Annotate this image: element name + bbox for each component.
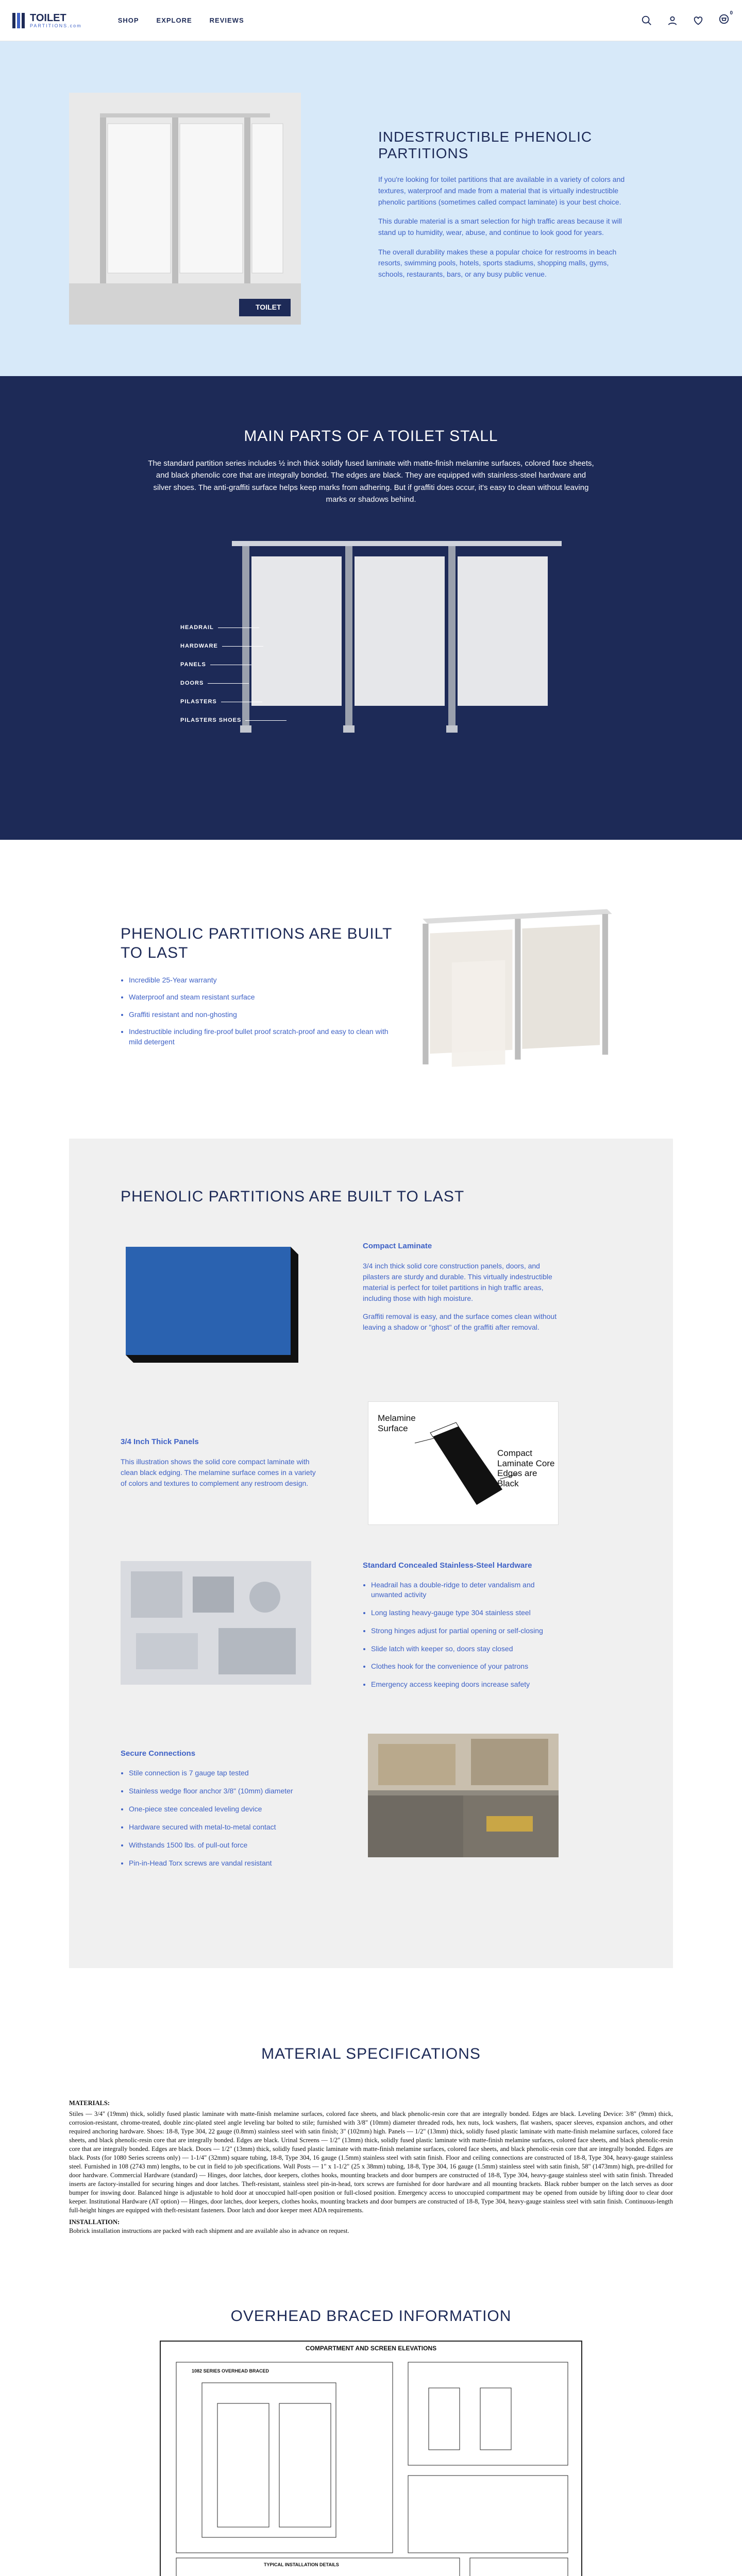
parts-title: MAIN PARTS OF A TOILET STALL [244, 428, 498, 445]
parts-section [0, 376, 742, 840]
wishlist-icon[interactable] [693, 15, 704, 26]
hero-paragraph-2: This durable material is a smart selection for high traffic areas because it will stand up to humidity, wear, abuse, and continue to look good for years. [378, 217, 622, 236]
thick-panels-heading: 3/4 Inch Thick Panels [121, 1437, 199, 1446]
list-item: • Withstands 1500 lbs. of pull-out force [129, 1840, 316, 1850]
drawing-left-label: 1082 SERIES OVERHEAD BRACED [192, 2368, 269, 2374]
nav-reviews[interactable]: REVIEWS [209, 16, 244, 24]
hero-section [0, 41, 742, 376]
built-to-last-text [121, 924, 393, 1055]
hardware-heading: Standard Concealed Stainless-Steel Hardware [363, 1561, 532, 1570]
callout-melamine-surface: Melamine Surface [378, 1413, 416, 1433]
logo-subtitle: PARTITIONS.com [30, 23, 82, 28]
overhead-title: OVERHEAD BRACED INFORMATION [230, 2308, 512, 2325]
list-item: • Hardware secured with metal-to-metal contact [129, 1822, 316, 1832]
part-label-pilasters: PILASTERS [180, 692, 286, 711]
stall-render-image [408, 899, 621, 1079]
materials-heading: MATERIALS: [69, 2099, 110, 2107]
list-item: • Emergency access keeping doors increase safety [371, 1680, 559, 1689]
list-item: • Indestructible including fire-proof bullet proof scratch-proof and easy to clean with mild detergent [129, 1027, 393, 1047]
parts-description: The standard partition series includes ½ inch thick solidly fused laminate with matte-finish melamine surfaces, colored face sheets, and black phenolic core that are integrally bonded. The edges are black. They are equipped with stainless-steel hardware and silver shoes. The anti-graffiti surface helps keep marks from adhering. But if graffiti does occur, it's easy to clean without leaving marks or shadows behind. [148, 459, 594, 504]
feature-thick-panels [121, 1401, 621, 1525]
cart-count-badge: 0 [730, 10, 733, 16]
feature-secure-connections [121, 1734, 621, 1876]
compact-laminate-heading: Compact Laminate [363, 1242, 432, 1250]
drawing-bottom-label: TYPICAL INSTALLATION DETAILS [264, 2562, 339, 2567]
feature-hardware [121, 1561, 621, 1698]
hero-text [378, 129, 626, 289]
site-header [0, 0, 742, 41]
header-actions [641, 10, 733, 27]
part-label-headrail: HEADRAIL [180, 618, 286, 637]
list-item: • Stainless wedge floor anchor 3/8" (10mm) diameter [129, 1786, 316, 1796]
cart-icon [718, 13, 730, 25]
installation-heading: INSTALLATION: [69, 2218, 120, 2226]
connections-image [368, 1734, 559, 1857]
hero-image-toilet-stalls [69, 93, 301, 325]
cart-button[interactable] [718, 10, 733, 27]
overhead-braced-drawing [160, 2341, 582, 2576]
secure-connections-heading: Secure Connections [121, 1749, 196, 1758]
search-icon[interactable] [641, 15, 652, 26]
compact-laminate-paragraph-1: 3/4 inch thick solid core construction panels, doors, and pilasters are sturdy and durable. This virtually indestructible material is perfect for toilet partitions in high traffic areas, including those with high moisture. [363, 1262, 552, 1302]
secure-connections-text [121, 1734, 316, 1876]
secure-connections-list [121, 1768, 316, 1868]
hero-title: INDESTRUCTIBLE PHENOLIC PARTITIONS [378, 129, 593, 162]
list-item: • Long lasting heavy-gauge type 304 stainless steel [371, 1608, 559, 1618]
thick-panels-text [121, 1401, 316, 1525]
feature-compact-laminate [121, 1242, 621, 1365]
part-label-pilaster-shoes: PILASTERS SHOES [180, 711, 286, 730]
features-section [69, 1139, 673, 1968]
list-item: • Strong hinges adjust for partial opening or self-closing [371, 1626, 559, 1636]
materials-body: Stiles — 3/4" (19mm) thick, solidly fused plastic laminate with matte-finish melamine surfaces, colored face sheets, and black phenolic-resin core that are integrally bonded. Edges are black. Leveling Device: 3/8" (9mm) thick, corrosion-resistant, chrome-treated, double zinc-plated steel angle leveling bar bolted to stile; furnished with 3/8" (10mm) diameter threaded rods, hex nuts, lock washers, flat washers, spacer sleeves, expansion anchors, and other required anchoring hardware. Shoes: 18-8, Type 304, 22 gauge (0.8mm) stainless steel with satin finish; 3" (102mm) high. Panels — 1/2" (13mm) thick, solidly fused plastic laminate with matte-finish melamine surfaces, colored face sheets, and black phenolic-resin core that are integrally bonded. Edges are black. Urinal Screens — 1/2" (13mm) thick, solidly fused plastic laminate with matte-finish melamine surfaces, colored face sheets, and black phenolic-resin core that are integrally bonded. Edges are black. Doors — 1/2" (13mm) thick, solidly fused plastic laminate with matte-finish melamine surfaces, colored face sheets, and black phenolic-resin core that are integrally bonded. Edges are black. Posts (for 1080 Series screens only) — 1-1/4" (32mm) square tubing, 18-8, Type 304, 16 gauge (1.5mm) stainless steel with satin finish. Floor and ceiling connections are constructed of 18-8, Type 304, heavy-gauge stainless steel. Furnished in 108 (2743 mm) lengths, to be cut in field to job specifications. Wall Posts — 1" x 1-1/2" (25 x 38mm) tubing, 18-8, Type 304, 16 gauge (1.5mm) stainless steel with satin finish, 58" (1473mm) high, pre-drilled for door hardware. Commercial Hardware (standard) — Hinges, door latches, door keepers, clothes hooks, mounting brackets and door bumpers are constructed of 18-8, Type 304, heavy-gauge stainless steel with satin finish. Threaded inserts are factory-installed for securing hinges and door latches. Theft-resistant, stainless steel pin-in-head, torx screws are furnished for door hardware and all mounting brackets. Black rubber bumper on the latch serves as door bumper for inswing door. Balanced hinge is adjustable to hold door at unoccupied half-open position or full-closed position. Emergency access to unoccupied compartment may be opened from outside by lifting door to clear door keeper. Institutional Hardware (AT option) — Hinges, door latches, door keepers, clothes hooks, mounting brackets and door bumpers are constructed of 18-8, Type 304, heavy-gauge stainless steel with satin finish. Continuous-length full-height hinges are equipped with theft-resistant fasteners. Door latch and door keeper meet ADA requirements. [69, 2110, 673, 2214]
list-item: • One-piece stee concealed leveling device [129, 1804, 316, 1814]
site-logo[interactable] [12, 13, 82, 28]
compact-laminate-text [363, 1242, 559, 1365]
nav-shop[interactable]: SHOP [117, 16, 139, 24]
material-spec-title: MATERIAL SPECIFICATIONS [261, 2045, 481, 2062]
hero-paragraph-3: The overall durability makes these a popular choice for restrooms in beach resorts, swimming pools, hotels, sports stadiums, shopping malls, gyms, schools, restaurants, bars, or any busy public venue. [378, 247, 617, 279]
part-label-doors: DOORS [180, 674, 286, 692]
built-to-last-section [0, 840, 742, 1139]
hardware-text [363, 1561, 559, 1698]
list-item: • Headrail has a double-ridge to deter vandalism and unwanted activity [371, 1580, 559, 1600]
part-label-hardware: HARDWARE [180, 637, 286, 655]
built-to-last-title: PHENOLIC PARTITIONS ARE BUILT TO LAST [121, 925, 392, 962]
list-item: • Stile connection is 7 gauge tap tested [129, 1768, 316, 1778]
nav-explore[interactable]: EXPLORE [156, 16, 192, 24]
compact-laminate-image [121, 1242, 311, 1365]
drawing-title: COMPARTMENT AND SCREEN ELEVATIONS [305, 2345, 437, 2352]
list-item: • Slide latch with keeper so, doors stay closed [371, 1644, 559, 1654]
list-item: • Clothes hook for the convenience of your patrons [371, 1662, 559, 1671]
hero-badge: TOILET [256, 303, 281, 311]
hero-paragraph-1: If you're looking for toilet partitions that are available in a variety of colors and textures, waterproof and made from a material that is virtually indestructible phenolic partitions (sometimes called compact laminate) is your best choice. [378, 175, 625, 206]
thick-panels-paragraph: This illustration shows the solid core compact laminate with clean black edging. The melamine surface comes in a variety of colors and textures to complement any restroom design. [121, 1458, 316, 1487]
material-spec-section [0, 1968, 742, 2266]
parts-labels [180, 618, 286, 730]
panel-edge-illustration [368, 1401, 559, 1525]
features-title: PHENOLIC PARTITIONS ARE BUILT TO LAST [121, 1188, 465, 1205]
part-label-panels: PANELS [180, 655, 286, 674]
logo-mark-icon [12, 13, 26, 28]
callout-compact-core: Compact Laminate Core Edges are Black [497, 1448, 555, 1488]
installation-body: Bobrick installation instructions are packed with each shipment and are available also in advance on request. [69, 2227, 349, 2234]
hardware-list [363, 1580, 559, 1689]
logo-title: TOILET [30, 12, 66, 24]
main-nav [118, 16, 244, 24]
compact-laminate-paragraph-2: Graffiti removal is easy, and the surface comes clean without leaving a shadow or "ghost" of the graffiti after removal. [363, 1312, 557, 1331]
material-spec-text [69, 2099, 673, 2235]
overhead-braced-section [0, 2266, 742, 2576]
list-item: • Graffiti resistant and non-ghosting [129, 1010, 393, 1020]
hardware-image [121, 1561, 311, 1685]
list-item: • Incredible 25-Year warranty [129, 975, 393, 986]
built-to-last-list [121, 975, 393, 1047]
list-item: • Waterproof and steam resistant surface [129, 992, 393, 1003]
list-item: • Pin-in-Head Torx screws are vandal resistant [129, 1858, 316, 1868]
account-icon[interactable] [667, 15, 678, 26]
